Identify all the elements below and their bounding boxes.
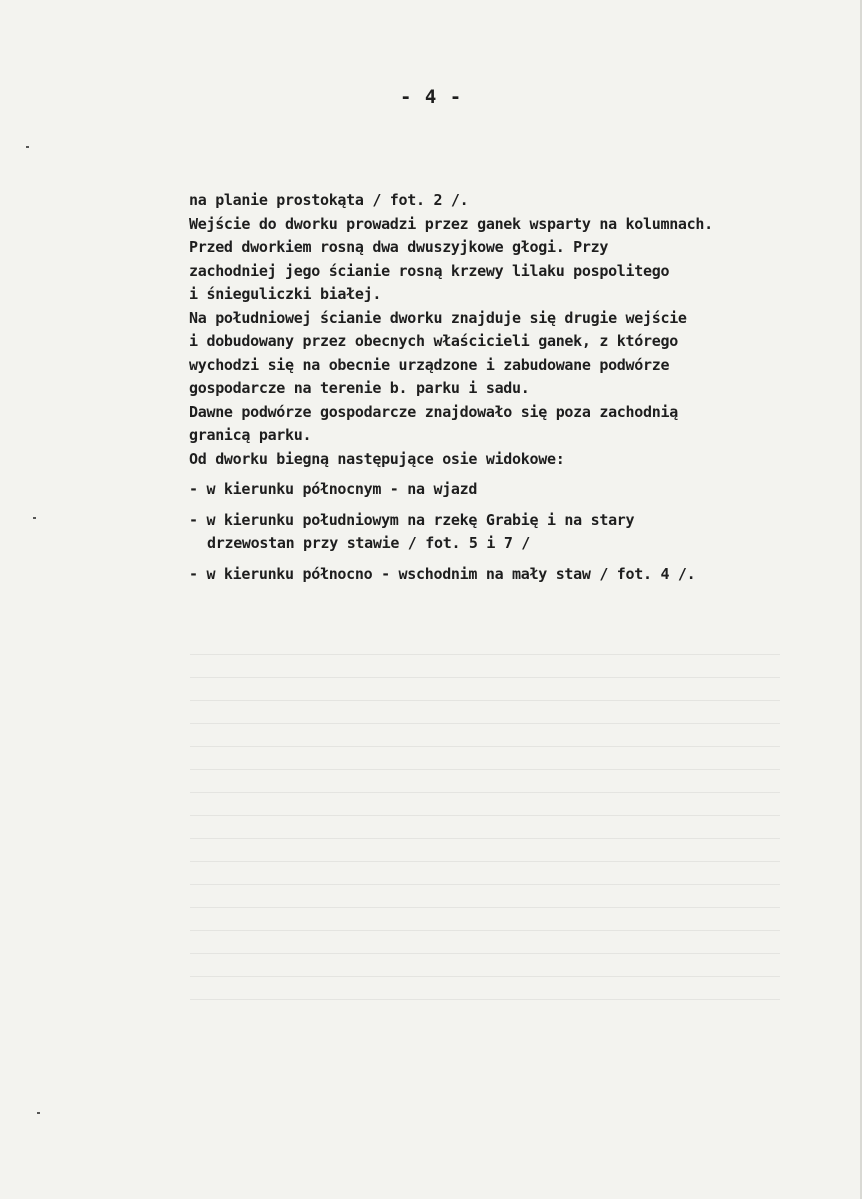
bullet-text: - w kierunku północno - wschodnim na mały staw / fot. 4 /.	[189, 564, 696, 583]
text-line: i śnieguliczki białej.	[189, 285, 382, 303]
text-line: i dobudowany przez obecnych właścicieli ganek, z którego	[189, 332, 678, 350]
bullet-text: - w kierunku południowym na rzekę Grabię i na stary	[189, 510, 635, 529]
text-line: Na południowej ścianie dworku znajduje się drugie wejście	[189, 308, 687, 327]
bullet-item	[189, 563, 839, 587]
margin-mark	[37, 1112, 40, 1114]
bullet-item	[189, 509, 839, 556]
text-line: Przed dworkiem rosną dwa dwuszyjkowe głogi. Przy	[189, 238, 609, 256]
text-line: granicą parku.	[189, 426, 312, 444]
bullet-text: - w kierunku północnym - na wjazd	[189, 480, 478, 498]
text-line: Od dworku biegną następujące osie widokowe:	[189, 449, 565, 468]
bullet-item	[189, 478, 839, 502]
body-text	[189, 189, 839, 586]
text-line: na planie prostokąta / fot. 2 /.	[189, 191, 469, 209]
text-line: wychodzi się na obecnie urządzone i zabudowane podwórze	[189, 355, 670, 374]
margin-mark	[33, 517, 36, 519]
text-line: zachodniej jego ścianie rosną krzewy lilaku pospolitego	[189, 261, 670, 280]
page-number: - 4 -	[400, 86, 463, 108]
bullet-text-continuation: drzewostan przy stawie / fot. 5 i 7 /	[207, 534, 531, 552]
text-line: Dawne podwórze gospodarcze znajdowało się poza zachodnią	[189, 402, 678, 421]
bleed-through-text	[190, 640, 780, 1010]
margin-mark	[26, 146, 29, 148]
text-line: gospodarcze na terenie b. parku i sadu.	[189, 379, 530, 397]
text-line: Wejście do dworku prowadzi przez ganek wsparty na kolumnach.	[189, 214, 713, 233]
